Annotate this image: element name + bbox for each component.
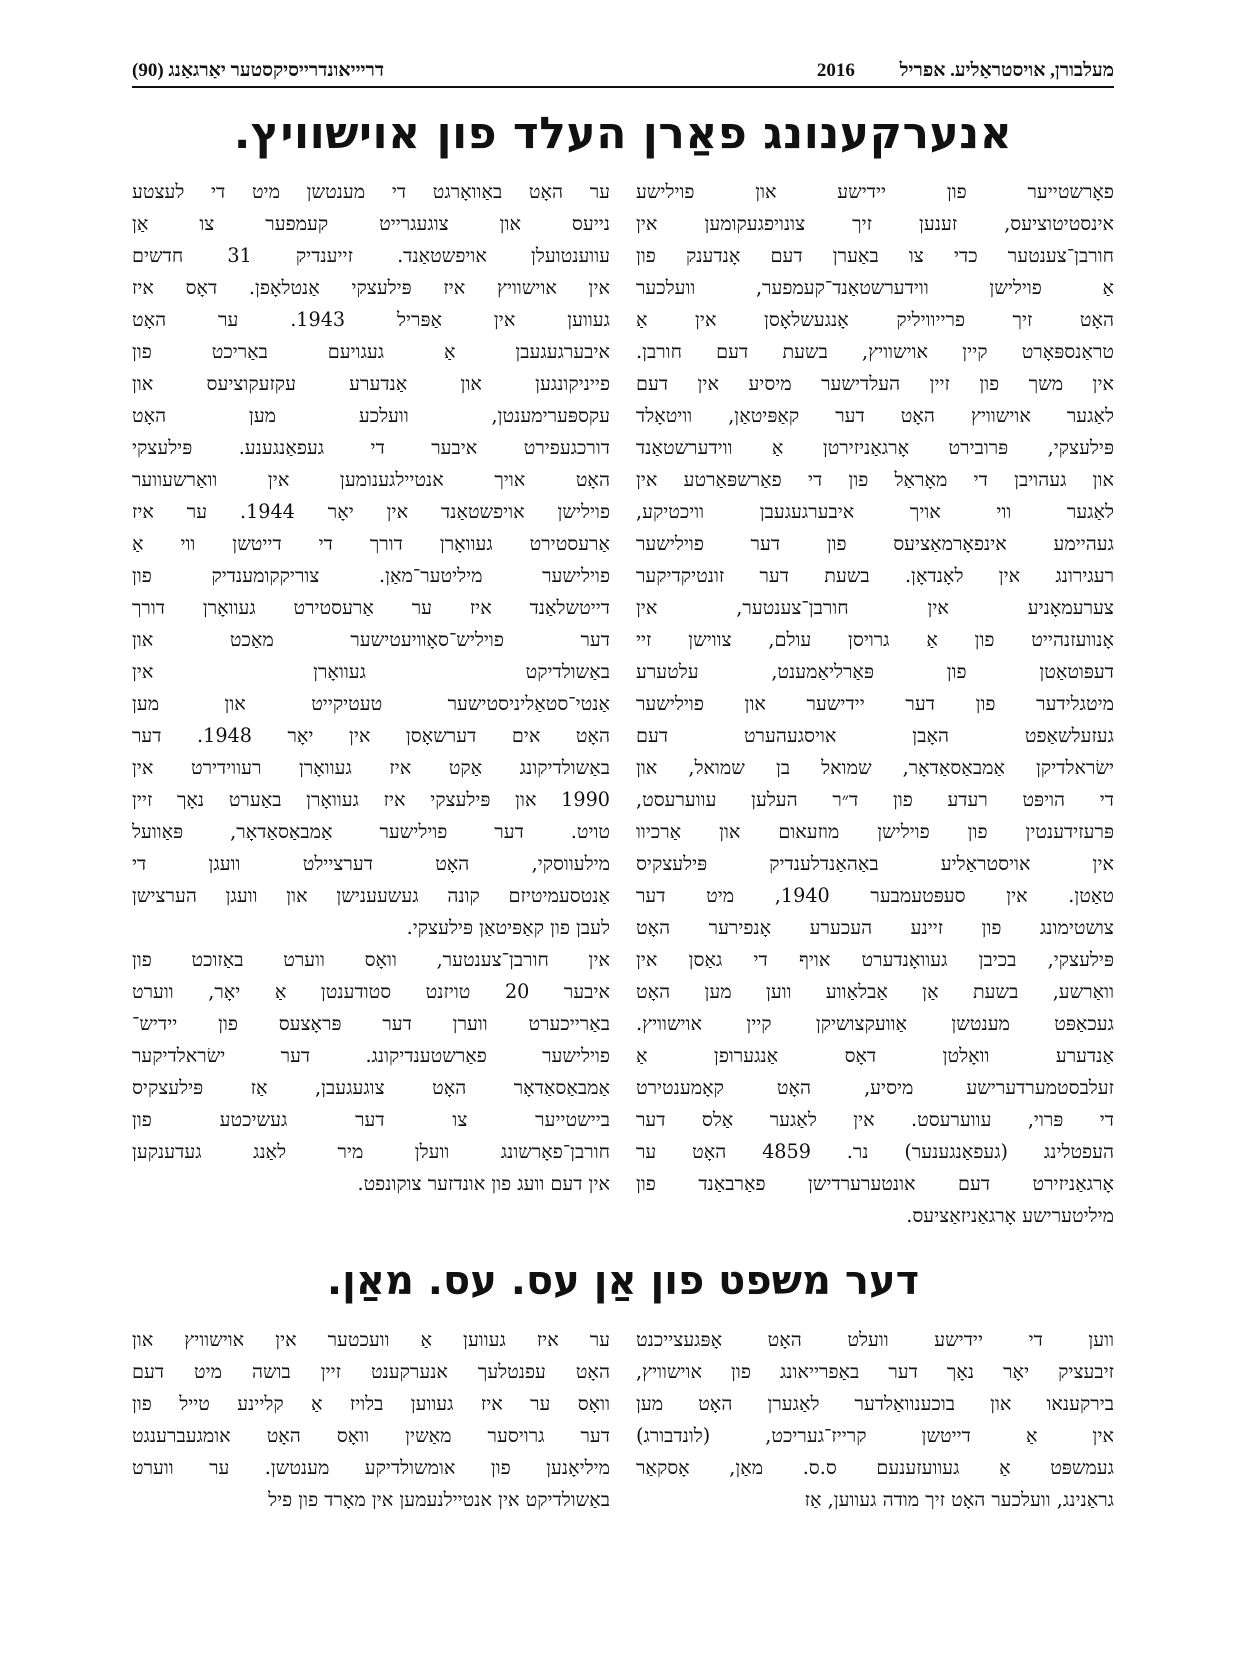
text-line: ער האָט באַוואָרגט די מענטשן מיט די לעצטע xyxy=(132,180,610,203)
text-line: געכאַפּט מענטשן אַוועקצושיקן קיין אוישוויץ. xyxy=(636,1012,1114,1035)
text-line: אָרגאַניזירט דעם אונטערערדישן פאַרבאַנד פון xyxy=(636,1172,1114,1195)
text-line: ווען די יידישע וועלט האָט אָפּגעצייכנט xyxy=(636,1328,1114,1351)
text-line: בירקענאו און בוכענוואַלדער לאַגערן האָט מען xyxy=(636,1392,1114,1415)
text-line: לאַגער אוישוויץ האָט דער קאַפּיטאַן, וויטאָלד xyxy=(636,404,1114,427)
text-line: געהיימע אינפאָרמאַציעס פון דער פוילישער xyxy=(636,532,1114,555)
text-line: מילעווסקי, האָט דערציילט וועגן די xyxy=(132,852,610,875)
text-line: מיליטערישע אָרגאַניזאַציעס. xyxy=(906,1204,1114,1227)
text-line: דער פויליש־סאָוויעטישער מאַכט און xyxy=(132,628,610,651)
text-line: האָט אויך אנטיילגענומען אין וואַרשעווער xyxy=(132,468,610,491)
text-line: אין משך פון זיין העלדישער מיסיע אין דעם xyxy=(636,372,1114,395)
text-line: די הויפּט רעדע פון ד״ר העלען עווערעסט, xyxy=(636,788,1114,811)
text-line: איבערגעגעבן אַ געגויעם באַריכט פון xyxy=(132,340,610,363)
text-line: ביישטייער צו דער געשיכטע פון xyxy=(132,1108,610,1131)
text-line: זעלבסטמערדערישע מיסיע, האָט קאָמענטירט xyxy=(636,1076,1114,1099)
article1-headline: אנערקענונג פאַרן העלד פון אוישוויץ. xyxy=(233,108,1013,159)
article1-body xyxy=(132,176,1114,1232)
text-line: צושטימונג פון זיינע העכערע אָנפירער האָט xyxy=(636,916,1114,939)
text-line: גראַנינג, וועלכער האָט זיך מודה געווען, אַז xyxy=(804,1488,1114,1511)
text-line: אין חורבן־צענטער, וואָס ווערט באַזוכט פון xyxy=(132,948,610,971)
text-line: רעגירונג אין לאָנדאָן. בשעת דער זונטיקדיקער xyxy=(636,564,1114,587)
newspaper-page xyxy=(132,54,1114,1516)
header-issue: (90) xyxy=(132,60,164,81)
text-line: פוילישן אויפשטאַנד אין יאָר 1944. ער איז xyxy=(132,500,610,523)
header-location-date xyxy=(777,60,1114,82)
text-line: אַנטי־סטאַליניסטישער טעטיקייט און מען xyxy=(132,692,610,715)
text-line: טראַנספּאָרט קיין אוישוויץ, בשעת דעם חורבן. xyxy=(636,340,1114,363)
text-line: דער גרויסער מאַשין וואָס האָט אומגעברענגט xyxy=(132,1424,610,1447)
text-line: אין אוישוויץ איז פּילעצקי אַנטלאָפן. דאָס איז xyxy=(132,276,610,299)
text-line: ער איז געווען אַ וועכטער אין אוישוויץ און xyxy=(132,1328,610,1351)
text-line: געווען אין אַפּריל 1943. ער האָט xyxy=(132,308,610,331)
text-line: דורכגעפירט איבער די געפאַנגענע. פּילעצקי xyxy=(132,436,610,459)
text-line: פוילישער פאַרשטענדיקונג. דער ישׂראלדיקער xyxy=(132,1044,610,1067)
text-line: מיליאָנען פון אומשולדיקע מענטשן. ער ווערט xyxy=(132,1456,610,1479)
text-line: אַרעסטירט געוואָרן דורך די דייטשן ווי אַ xyxy=(132,532,610,555)
text-line: אין אַ דייטשן קרייז־געריכט, (לונדבורג) xyxy=(636,1424,1114,1447)
text-line: אַ פוילישן ווידערשטאַנד־קעמפער, וועלכער xyxy=(636,276,1114,299)
header-location: מעלבורן, אויסטראַליע. xyxy=(950,60,1114,81)
text-line: חורבן־פאָרשונג וועלן מיר לאַנג געדענקען xyxy=(132,1140,610,1163)
text-line: נייעס און צוגעגרייט קעמפער צו אַן xyxy=(132,212,610,235)
text-line: טאַטן. אין סעפּטעמבער 1940, מיט דער xyxy=(636,884,1114,907)
header-publication-info xyxy=(132,60,384,82)
article2-headline: דער משפט פון אַן עס. עס. מאַן. xyxy=(326,1258,920,1304)
text-line: זיבעציק יאָר נאָך דער באַפרייאונג פון אוישוויץ, xyxy=(636,1360,1114,1383)
text-line: חורבן־צענטער כדי צו באַערן דעם אָנדענק פון xyxy=(636,244,1114,267)
text-line: פּילעצקי, פּרובירט אָרגאַניזירטן אַ ווידערשטאַנד xyxy=(636,436,1114,459)
text-line: וואָס ער איז געווען בלויז אַ קליינע טייל פון xyxy=(132,1392,610,1415)
text-line: געזעלשאַפט האָבן אויסגעהערט דעם xyxy=(636,724,1114,747)
text-line: באַרייכערט ווערן דער פּראָצעס פון יידיש־ xyxy=(132,1012,610,1035)
text-line: די פּרוי, עווערעסט. אין לאַגער אַלס דער xyxy=(636,1108,1114,1131)
text-line: לאַגער ווי אויך איבערגעגעבן וויכטיקע, xyxy=(636,500,1114,523)
text-line: עווענטועלן אויפשטאַנד. זייענדיק 31 חדשים xyxy=(132,244,610,267)
text-line: אין דעם וועג פון אונדזער צוקונפט. xyxy=(357,1172,610,1195)
article1-column-right xyxy=(636,176,1114,1232)
text-line: אין אויסטראַליע באַהאַנדלענדיק פּילעצקיס xyxy=(636,852,1114,875)
text-line: אַמבאַסאַדאָר האָט צוגעגעבן, אַז פּילעצקיס xyxy=(132,1076,610,1099)
text-line: פייניקונגען און אַנדערע עקזעקוציעס און xyxy=(132,372,610,395)
text-line: פוילישער מיליטער־מאַן. צוריקקומענדיק פון xyxy=(132,564,610,587)
header-publication: דריייאונדרייסיקסטער יאַרגאַנג xyxy=(168,60,385,81)
text-line: פאָרשטייער פון יידישע און פוילישע xyxy=(636,180,1114,203)
text-line: האָט עפנטלעך אנערקענט זיין בושה מיט דעם xyxy=(132,1360,610,1383)
text-line: אינסטיטוציעס, זענען זיך צונויפגעקומען אין xyxy=(636,212,1114,235)
text-line: פּרעזידענטין פון פוילישן מוזעאום און אַרכיוו xyxy=(636,820,1114,843)
text-line: אַנטסעמיטיזם קונה געשעענישן און וועגן הערצישן xyxy=(132,884,610,907)
text-line: האָט אים דערשאָסן אין יאָר 1948. דער xyxy=(132,724,610,747)
article1-column-left xyxy=(132,176,610,1232)
text-line: טויט. דער פוילישער אַמבאַסאַדאָר, פּאַוועל xyxy=(132,820,610,843)
text-line: און געהויבן די מאָראַל פון די פאַרשפּאַרטע אין xyxy=(636,468,1114,491)
article2-column-left xyxy=(132,1324,610,1516)
text-line: לעבן פון קאַפּיטאַן פּילעצקי. xyxy=(406,916,610,939)
text-line: באַשולדיקונג אַקט איז געוואָרן רעווידירט אין xyxy=(132,756,610,779)
text-line: 1990 און פּילעצקי איז געוואָרן באַערט נאָך זיין xyxy=(132,788,610,811)
article2-body xyxy=(132,1324,1114,1516)
text-line: דעפּוטאַטן פון פּאַרליאַמענט, עלטערע xyxy=(636,660,1114,683)
text-line: מיטגלידער פון דער יידישער און פוילישער xyxy=(636,692,1114,715)
text-line: העפטלינג (געפאַנגענער) נר. 4859 האָט ער xyxy=(636,1140,1114,1163)
page-header xyxy=(132,54,1114,88)
text-line: צערעמאָניע אין חורבן־צענטער, אין xyxy=(636,596,1114,619)
text-line: אַנדערע וואָלטן דאָס אַנגערופן אַ xyxy=(636,1044,1114,1067)
text-line: באַשולדיקט אין אנטיילנעמען אין מאָרד פון פיל xyxy=(268,1488,610,1511)
text-line: האָט זיך פרייוויליק אָנגעשלאָסן אין אַ xyxy=(636,308,1114,331)
article2-column-right xyxy=(636,1324,1114,1516)
text-line: פּילעצקי, בכיבן געוואָנדערט אויף די גאַסן אין xyxy=(636,948,1114,971)
header-month: אפריל xyxy=(899,60,946,81)
header-year: 2016 xyxy=(816,60,855,81)
text-line: איבער 20 טויזנט סטודענטן אַ יאָר, ווערט xyxy=(132,980,610,1003)
text-line: געמשפּט אַ געוועזענעם ס.ס. מאַן, אָסקאַר xyxy=(636,1456,1114,1479)
text-line: באַשולדיקט געוואָרן אין xyxy=(132,660,610,683)
text-line: עקספּערימענטן, וועלכע מען האָט xyxy=(132,404,610,427)
text-line: וואַרשע, בשעת אַן אַבלאַווע ווען מען האָט xyxy=(636,980,1114,1003)
text-line: ישׂראלדיקן אַמבאַסאַדאָר, שמואל בן שמואל, און xyxy=(636,756,1114,779)
text-line: דייטשלאַנד איז ער אַרעסטירט געוואָרן דורך xyxy=(132,596,610,619)
text-line: אָנוועזנהייט פון אַ גרויסן עולם, צווישן זיי xyxy=(636,628,1114,651)
